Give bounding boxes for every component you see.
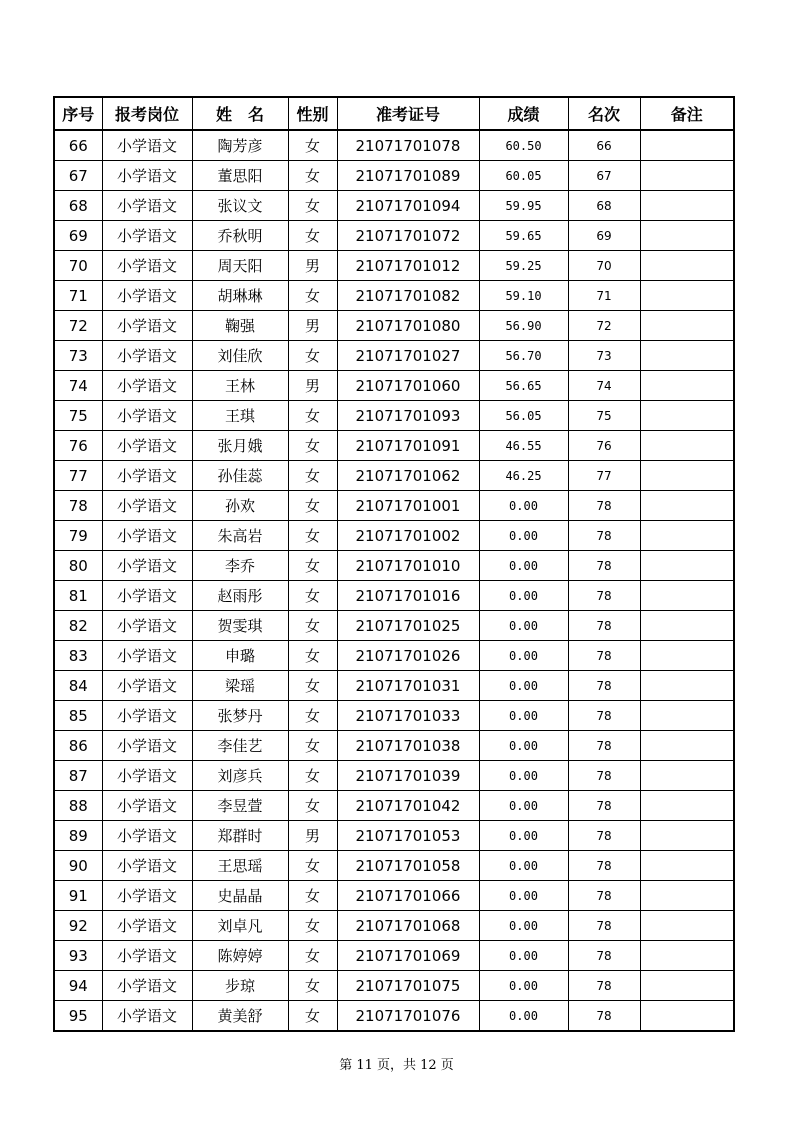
cell-gender: 女	[288, 611, 337, 641]
cell-rank: 78	[568, 521, 640, 551]
cell-name: 刘佳欣	[192, 341, 288, 371]
cell-score: 0.00	[479, 731, 568, 761]
cell-seq: 95	[54, 1001, 102, 1032]
cell-name: 鞠强	[192, 311, 288, 341]
cell-exam-id: 21071701031	[337, 671, 479, 701]
cell-remarks	[640, 251, 734, 281]
cell-position: 小学语文	[102, 521, 192, 551]
header-name: 姓 名	[192, 97, 288, 130]
cell-score: 0.00	[479, 941, 568, 971]
table-row	[54, 221, 734, 251]
cell-position: 小学语文	[102, 1001, 192, 1032]
cell-rank: 78	[568, 491, 640, 521]
cell-score: 59.10	[479, 281, 568, 311]
cell-rank: 78	[568, 611, 640, 641]
cell-seq: 89	[54, 821, 102, 851]
cell-name: 张议文	[192, 191, 288, 221]
cell-gender: 女	[288, 731, 337, 761]
cell-remarks	[640, 881, 734, 911]
cell-remarks	[640, 341, 734, 371]
cell-exam-id: 21071701060	[337, 371, 479, 401]
cell-exam-id: 21071701075	[337, 971, 479, 1001]
cell-gender: 男	[288, 251, 337, 281]
table-row	[54, 761, 734, 791]
table-row	[54, 611, 734, 641]
cell-position: 小学语文	[102, 671, 192, 701]
cell-name: 周天阳	[192, 251, 288, 281]
cell-exam-id: 21071701033	[337, 701, 479, 731]
cell-rank: 78	[568, 821, 640, 851]
header-row	[54, 97, 734, 130]
cell-gender: 男	[288, 311, 337, 341]
table-row	[54, 161, 734, 191]
cell-seq: 76	[54, 431, 102, 461]
cell-seq: 94	[54, 971, 102, 1001]
cell-rank: 74	[568, 371, 640, 401]
cell-gender: 女	[288, 971, 337, 1001]
table-row	[54, 971, 734, 1001]
cell-remarks	[640, 941, 734, 971]
cell-remarks	[640, 281, 734, 311]
cell-name: 刘彦兵	[192, 761, 288, 791]
cell-remarks	[640, 461, 734, 491]
cell-position: 小学语文	[102, 341, 192, 371]
cell-remarks	[640, 851, 734, 881]
cell-seq: 72	[54, 311, 102, 341]
cell-position: 小学语文	[102, 761, 192, 791]
cell-exam-id: 21071701010	[337, 551, 479, 581]
cell-score: 0.00	[479, 551, 568, 581]
table-row	[54, 881, 734, 911]
cell-name: 董思阳	[192, 161, 288, 191]
cell-score: 0.00	[479, 911, 568, 941]
cell-exam-id: 21071701027	[337, 341, 479, 371]
cell-exam-id: 21071701072	[337, 221, 479, 251]
cell-gender: 女	[288, 551, 337, 581]
table-row	[54, 731, 734, 761]
header-seq: 序号	[54, 97, 102, 130]
cell-score: 0.00	[479, 1001, 568, 1032]
cell-position: 小学语文	[102, 851, 192, 881]
cell-remarks	[640, 521, 734, 551]
cell-score: 0.00	[479, 761, 568, 791]
cell-score: 0.00	[479, 851, 568, 881]
cell-name: 孙佳蕊	[192, 461, 288, 491]
cell-gender: 女	[288, 191, 337, 221]
cell-position: 小学语文	[102, 581, 192, 611]
cell-remarks	[640, 1001, 734, 1032]
cell-name: 梁瑶	[192, 671, 288, 701]
cell-rank: 78	[568, 671, 640, 701]
cell-remarks	[640, 761, 734, 791]
cell-score: 0.00	[479, 611, 568, 641]
cell-rank: 78	[568, 791, 640, 821]
cell-rank: 66	[568, 130, 640, 161]
cell-seq: 92	[54, 911, 102, 941]
cell-score: 56.70	[479, 341, 568, 371]
cell-gender: 女	[288, 671, 337, 701]
cell-gender: 女	[288, 431, 337, 461]
cell-exam-id: 21071701039	[337, 761, 479, 791]
cell-gender: 女	[288, 1001, 337, 1032]
cell-position: 小学语文	[102, 641, 192, 671]
cell-exam-id: 21071701053	[337, 821, 479, 851]
cell-position: 小学语文	[102, 130, 192, 161]
cell-gender: 女	[288, 401, 337, 431]
cell-remarks	[640, 581, 734, 611]
cell-score: 60.50	[479, 130, 568, 161]
cell-position: 小学语文	[102, 551, 192, 581]
cell-gender: 女	[288, 221, 337, 251]
cell-rank: 70	[568, 251, 640, 281]
cell-seq: 90	[54, 851, 102, 881]
cell-rank: 78	[568, 851, 640, 881]
cell-gender: 女	[288, 761, 337, 791]
cell-score: 46.55	[479, 431, 568, 461]
cell-seq: 79	[54, 521, 102, 551]
cell-seq: 80	[54, 551, 102, 581]
cell-gender: 女	[288, 281, 337, 311]
cell-seq: 81	[54, 581, 102, 611]
header-position: 报考岗位	[102, 97, 192, 130]
cell-name: 黄美舒	[192, 1001, 288, 1032]
cell-seq: 66	[54, 130, 102, 161]
cell-gender: 女	[288, 941, 337, 971]
cell-remarks	[640, 130, 734, 161]
cell-gender: 女	[288, 881, 337, 911]
cell-position: 小学语文	[102, 791, 192, 821]
page-footer: 第 11 页，共 12 页	[339, 1058, 454, 1073]
cell-seq: 86	[54, 731, 102, 761]
cell-score: 0.00	[479, 791, 568, 821]
cell-exam-id: 21071701082	[337, 281, 479, 311]
table-row	[54, 251, 734, 281]
cell-gender: 女	[288, 130, 337, 161]
cell-exam-id: 21071701016	[337, 581, 479, 611]
cell-gender: 女	[288, 521, 337, 551]
cell-position: 小学语文	[102, 251, 192, 281]
cell-seq: 71	[54, 281, 102, 311]
cell-name: 张梦丹	[192, 701, 288, 731]
cell-rank: 69	[568, 221, 640, 251]
cell-gender: 男	[288, 821, 337, 851]
cell-remarks	[640, 311, 734, 341]
header-rank: 名次	[568, 97, 640, 130]
cell-name: 王林	[192, 371, 288, 401]
cell-name: 赵雨彤	[192, 581, 288, 611]
cell-gender: 女	[288, 701, 337, 731]
cell-rank: 78	[568, 881, 640, 911]
cell-position: 小学语文	[102, 491, 192, 521]
cell-exam-id: 21071701062	[337, 461, 479, 491]
cell-score: 56.90	[479, 311, 568, 341]
cell-name: 陶芳彦	[192, 130, 288, 161]
cell-position: 小学语文	[102, 221, 192, 251]
cell-score: 59.25	[479, 251, 568, 281]
cell-remarks	[640, 191, 734, 221]
cell-gender: 女	[288, 161, 337, 191]
cell-exam-id: 21071701001	[337, 491, 479, 521]
cell-exam-id: 21071701025	[337, 611, 479, 641]
cell-exam-id: 21071701002	[337, 521, 479, 551]
cell-remarks	[640, 611, 734, 641]
cell-exam-id: 21071701026	[337, 641, 479, 671]
table-body	[54, 130, 734, 1031]
cell-score: 59.95	[479, 191, 568, 221]
cell-rank: 78	[568, 941, 640, 971]
header-remarks: 备注	[640, 97, 734, 130]
cell-position: 小学语文	[102, 161, 192, 191]
table-row	[54, 671, 734, 701]
cell-rank: 75	[568, 401, 640, 431]
cell-score: 0.00	[479, 641, 568, 671]
table-row	[54, 941, 734, 971]
cell-exam-id: 21071701058	[337, 851, 479, 881]
cell-position: 小学语文	[102, 911, 192, 941]
cell-rank: 78	[568, 701, 640, 731]
cell-gender: 女	[288, 461, 337, 491]
cell-remarks	[640, 371, 734, 401]
cell-remarks	[640, 491, 734, 521]
cell-name: 王琪	[192, 401, 288, 431]
cell-remarks	[640, 701, 734, 731]
cell-remarks	[640, 641, 734, 671]
cell-seq: 75	[54, 401, 102, 431]
cell-position: 小学语文	[102, 461, 192, 491]
table-row	[54, 821, 734, 851]
cell-rank: 78	[568, 731, 640, 761]
cell-score: 56.05	[479, 401, 568, 431]
cell-rank: 68	[568, 191, 640, 221]
table-row	[54, 311, 734, 341]
cell-remarks	[640, 971, 734, 1001]
cell-seq: 87	[54, 761, 102, 791]
cell-rank: 76	[568, 431, 640, 461]
cell-position: 小学语文	[102, 371, 192, 401]
cell-score: 0.00	[479, 521, 568, 551]
cell-seq: 67	[54, 161, 102, 191]
cell-seq: 83	[54, 641, 102, 671]
cell-name: 李佳艺	[192, 731, 288, 761]
cell-score: 0.00	[479, 581, 568, 611]
cell-name: 王思瑶	[192, 851, 288, 881]
cell-exam-id: 21071701078	[337, 130, 479, 161]
cell-position: 小学语文	[102, 311, 192, 341]
cell-remarks	[640, 911, 734, 941]
table-row	[54, 641, 734, 671]
table-row	[54, 521, 734, 551]
cell-exam-id: 21071701089	[337, 161, 479, 191]
cell-position: 小学语文	[102, 941, 192, 971]
cell-score: 0.00	[479, 971, 568, 1001]
table-row	[54, 791, 734, 821]
cell-seq: 73	[54, 341, 102, 371]
cell-name: 朱高岩	[192, 521, 288, 551]
cell-seq: 78	[54, 491, 102, 521]
cell-rank: 78	[568, 641, 640, 671]
cell-seq: 85	[54, 701, 102, 731]
cell-position: 小学语文	[102, 971, 192, 1001]
cell-remarks	[640, 551, 734, 581]
table-row	[54, 461, 734, 491]
cell-exam-id: 21071701042	[337, 791, 479, 821]
cell-name: 申璐	[192, 641, 288, 671]
cell-name: 刘卓凡	[192, 911, 288, 941]
cell-remarks	[640, 401, 734, 431]
cell-score: 0.00	[479, 671, 568, 701]
table-row	[54, 1001, 734, 1032]
cell-seq: 84	[54, 671, 102, 701]
table-row	[54, 130, 734, 161]
cell-gender: 女	[288, 341, 337, 371]
cell-name: 胡琳琳	[192, 281, 288, 311]
cell-rank: 78	[568, 1001, 640, 1032]
cell-position: 小学语文	[102, 431, 192, 461]
cell-rank: 78	[568, 911, 640, 941]
cell-name: 陈婷婷	[192, 941, 288, 971]
cell-seq: 91	[54, 881, 102, 911]
cell-exam-id: 21071701068	[337, 911, 479, 941]
table-row	[54, 431, 734, 461]
table-row	[54, 281, 734, 311]
cell-remarks	[640, 221, 734, 251]
cell-name: 李昱萱	[192, 791, 288, 821]
cell-name: 史晶晶	[192, 881, 288, 911]
header-exam-id: 准考证号	[337, 97, 479, 130]
cell-name: 李乔	[192, 551, 288, 581]
cell-rank: 67	[568, 161, 640, 191]
cell-score: 59.65	[479, 221, 568, 251]
cell-position: 小学语文	[102, 281, 192, 311]
cell-remarks	[640, 431, 734, 461]
cell-rank: 77	[568, 461, 640, 491]
table-row	[54, 491, 734, 521]
header-gender: 性别	[288, 97, 337, 130]
cell-position: 小学语文	[102, 191, 192, 221]
cell-score: 46.25	[479, 461, 568, 491]
table-row	[54, 581, 734, 611]
cell-exam-id: 21071701066	[337, 881, 479, 911]
cell-position: 小学语文	[102, 881, 192, 911]
cell-score: 56.65	[479, 371, 568, 401]
cell-exam-id: 21071701038	[337, 731, 479, 761]
cell-rank: 72	[568, 311, 640, 341]
cell-gender: 女	[288, 581, 337, 611]
cell-remarks	[640, 731, 734, 761]
cell-position: 小学语文	[102, 821, 192, 851]
table-row	[54, 191, 734, 221]
table-row	[54, 341, 734, 371]
cell-gender: 女	[288, 641, 337, 671]
cell-name: 郑群时	[192, 821, 288, 851]
cell-name: 步琼	[192, 971, 288, 1001]
cell-rank: 71	[568, 281, 640, 311]
cell-remarks	[640, 791, 734, 821]
cell-seq: 70	[54, 251, 102, 281]
score-table	[53, 96, 735, 1032]
cell-gender: 女	[288, 851, 337, 881]
cell-gender: 女	[288, 911, 337, 941]
cell-remarks	[640, 161, 734, 191]
cell-gender: 女	[288, 491, 337, 521]
cell-seq: 93	[54, 941, 102, 971]
cell-exam-id: 21071701069	[337, 941, 479, 971]
cell-seq: 68	[54, 191, 102, 221]
cell-gender: 男	[288, 371, 337, 401]
cell-remarks	[640, 671, 734, 701]
cell-gender: 女	[288, 791, 337, 821]
cell-score: 0.00	[479, 491, 568, 521]
cell-rank: 73	[568, 341, 640, 371]
cell-seq: 74	[54, 371, 102, 401]
cell-score: 0.00	[479, 821, 568, 851]
cell-name: 孙欢	[192, 491, 288, 521]
cell-seq: 77	[54, 461, 102, 491]
header-score: 成绩	[479, 97, 568, 130]
cell-position: 小学语文	[102, 701, 192, 731]
cell-remarks	[640, 821, 734, 851]
cell-exam-id: 21071701093	[337, 401, 479, 431]
table-row	[54, 401, 734, 431]
cell-score: 0.00	[479, 701, 568, 731]
cell-seq: 88	[54, 791, 102, 821]
cell-rank: 78	[568, 551, 640, 581]
table-row	[54, 851, 734, 881]
cell-position: 小学语文	[102, 401, 192, 431]
cell-seq: 69	[54, 221, 102, 251]
cell-score: 60.05	[479, 161, 568, 191]
cell-exam-id: 21071701094	[337, 191, 479, 221]
cell-name: 乔秋明	[192, 221, 288, 251]
cell-name: 张月娥	[192, 431, 288, 461]
cell-exam-id: 21071701076	[337, 1001, 479, 1032]
table-row	[54, 701, 734, 731]
cell-seq: 82	[54, 611, 102, 641]
cell-rank: 78	[568, 971, 640, 1001]
table-row	[54, 911, 734, 941]
cell-score: 0.00	[479, 881, 568, 911]
table-row	[54, 551, 734, 581]
cell-rank: 78	[568, 761, 640, 791]
cell-rank: 78	[568, 581, 640, 611]
cell-position: 小学语文	[102, 611, 192, 641]
cell-name: 贺雯琪	[192, 611, 288, 641]
table-row	[54, 371, 734, 401]
cell-exam-id: 21071701080	[337, 311, 479, 341]
cell-exam-id: 21071701091	[337, 431, 479, 461]
cell-position: 小学语文	[102, 731, 192, 761]
cell-exam-id: 21071701012	[337, 251, 479, 281]
